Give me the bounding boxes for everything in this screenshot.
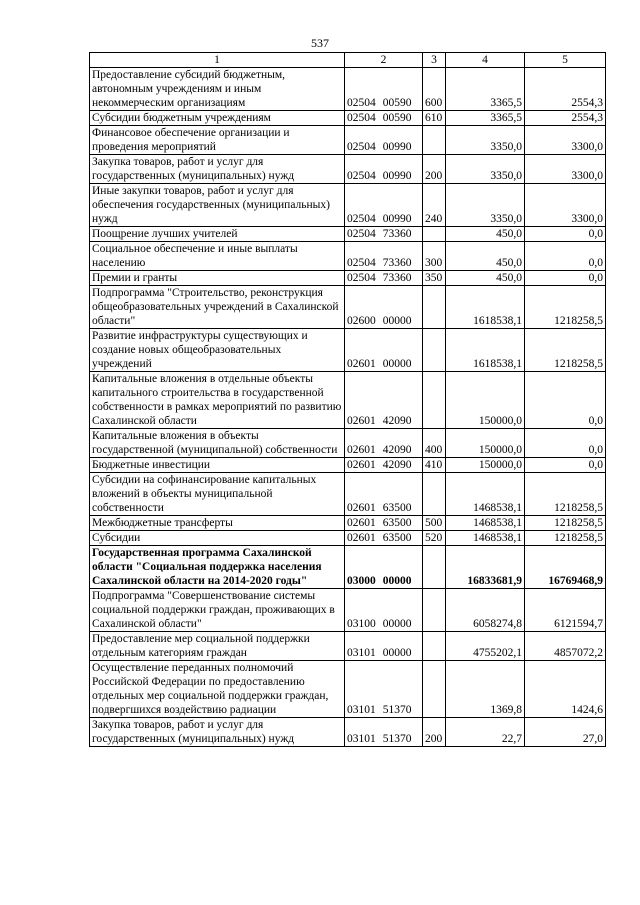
row-value-col4: 3350,0	[446, 184, 525, 227]
table-row	[90, 473, 606, 516]
row-code	[345, 473, 423, 516]
row-name: Субсидии	[90, 531, 345, 546]
row-code-program: 02601	[347, 532, 376, 544]
table-row	[90, 718, 606, 747]
header-col-5: 5	[525, 53, 606, 68]
row-name: Осуществление переданных полномочий Российской Федерации по предоставлению отдельных мер социальной поддержки граждан, подвергшихся воздействию радиации	[90, 661, 345, 718]
row-code-direction: 00590	[382, 112, 412, 124]
row-value-col4: 1468538,1	[446, 531, 525, 546]
table-row	[90, 589, 606, 632]
row-code-direction: 51370	[382, 704, 412, 716]
row-code-direction: 42090	[382, 415, 412, 427]
row-value-col4: 3365,5	[446, 111, 525, 126]
row-value-col5: 3300,0	[525, 184, 606, 227]
row-value-col4: 3350,0	[446, 155, 525, 184]
row-name: Подпрограмма "Строительство, реконструкция общеобразовательных учреждений в Сахалинской области"	[90, 286, 345, 329]
row-expense-type	[423, 286, 446, 329]
row-code-direction: 00000	[382, 358, 412, 370]
row-expense-type: 600	[423, 68, 446, 111]
row-code	[345, 718, 423, 747]
row-code	[345, 242, 423, 271]
page-number: 537	[311, 36, 329, 50]
row-code	[345, 184, 423, 227]
row-code	[345, 126, 423, 155]
row-value-col4: 3365,5	[446, 68, 525, 111]
row-code-direction: 63500	[382, 532, 412, 544]
row-expense-type	[423, 632, 446, 661]
row-value-col5: 27,0	[525, 718, 606, 747]
row-value-col5: 0,0	[525, 458, 606, 473]
row-code-program: 02504	[347, 228, 376, 240]
row-value-col4: 150000,0	[446, 372, 525, 429]
row-value-col5: 0,0	[525, 227, 606, 242]
header-col-1: 1	[90, 53, 345, 68]
row-value-col5: 3300,0	[525, 155, 606, 184]
row-code-direction: 42090	[382, 444, 412, 456]
row-value-col5: 1218258,5	[525, 516, 606, 531]
row-code-direction: 00590	[382, 97, 412, 109]
row-code-program: 02504	[347, 213, 376, 225]
row-name: Поощрение лучших учителей	[90, 227, 345, 242]
row-code	[345, 372, 423, 429]
table-row	[90, 516, 606, 531]
row-value-col5: 2554,3	[525, 111, 606, 126]
row-name: Финансовое обеспечение организации и проведения мероприятий	[90, 126, 345, 155]
row-value-col4: 4755202,1	[446, 632, 525, 661]
table-row	[90, 68, 606, 111]
table-row	[90, 329, 606, 372]
row-name: Премии и гранты	[90, 271, 345, 286]
row-code-program: 02601	[347, 358, 376, 370]
row-name: Бюджетные инвестиции	[90, 458, 345, 473]
row-code-program: 02601	[347, 502, 376, 514]
table-row	[90, 155, 606, 184]
row-value-col4: 450,0	[446, 227, 525, 242]
row-name: Субсидии бюджетным учреждениям	[90, 111, 345, 126]
row-code	[345, 589, 423, 632]
row-value-col5: 1218258,5	[525, 473, 606, 516]
row-expense-type	[423, 589, 446, 632]
row-code	[345, 661, 423, 718]
budget-table	[89, 52, 606, 747]
row-code-direction: 63500	[382, 517, 412, 529]
row-value-col4: 16833681,9	[446, 546, 525, 589]
row-code-program: 02601	[347, 415, 376, 427]
row-code-program: 02504	[347, 272, 376, 284]
row-name: Капитальные вложения в отдельные объекты капитального строительства в государственной собственности в рамках мероприятий по развитию Сахалинской области	[90, 372, 345, 429]
row-value-col5: 0,0	[525, 429, 606, 458]
row-expense-type: 200	[423, 718, 446, 747]
row-code-program: 02504	[347, 170, 376, 182]
row-value-col5: 0,0	[525, 242, 606, 271]
row-code-program: 03101	[347, 704, 376, 716]
row-code-program: 03101	[347, 733, 376, 745]
row-code-program: 03101	[347, 647, 376, 659]
row-code	[345, 286, 423, 329]
header-col-4: 4	[446, 53, 525, 68]
table-row	[90, 429, 606, 458]
table-row	[90, 184, 606, 227]
row-expense-type: 240	[423, 184, 446, 227]
row-code-direction: 51370	[382, 733, 412, 745]
row-code-direction: 73360	[382, 257, 412, 269]
row-value-col5: 2554,3	[525, 68, 606, 111]
row-value-col4: 150000,0	[446, 458, 525, 473]
row-value-col4: 6058274,8	[446, 589, 525, 632]
row-code	[345, 271, 423, 286]
row-expense-type: 610	[423, 111, 446, 126]
row-name: Предоставление субсидий бюджетным, автономным учреждениям и иным некоммерческим организациям	[90, 68, 345, 111]
row-expense-type: 200	[423, 155, 446, 184]
row-expense-type: 410	[423, 458, 446, 473]
row-code-direction: 00000	[382, 618, 412, 630]
row-expense-type: 400	[423, 429, 446, 458]
row-value-col4: 150000,0	[446, 429, 525, 458]
row-value-col4: 450,0	[446, 242, 525, 271]
row-value-col4: 1618538,1	[446, 286, 525, 329]
row-value-col4: 450,0	[446, 271, 525, 286]
row-code-direction: 73360	[382, 228, 412, 240]
table-row	[90, 458, 606, 473]
row-code-direction: 73360	[382, 272, 412, 284]
row-code	[345, 458, 423, 473]
row-code	[345, 531, 423, 546]
row-code	[345, 429, 423, 458]
row-code-direction: 00000	[382, 315, 412, 327]
row-expense-type	[423, 329, 446, 372]
table-row	[90, 661, 606, 718]
row-value-col4: 3350,0	[446, 126, 525, 155]
row-code-direction: 42090	[382, 459, 412, 471]
row-value-col5: 1218258,5	[525, 286, 606, 329]
row-code	[345, 516, 423, 531]
row-value-col4: 1369,8	[446, 661, 525, 718]
row-code-program: 02600	[347, 315, 376, 327]
row-code-program: 02601	[347, 517, 376, 529]
row-expense-type	[423, 372, 446, 429]
row-code-program: 02504	[347, 97, 376, 109]
row-value-col5: 0,0	[525, 372, 606, 429]
row-code-program: 03000	[347, 575, 376, 587]
row-name: Социальное обеспечение и иные выплаты населению	[90, 242, 345, 271]
row-code	[345, 329, 423, 372]
row-code-program: 02504	[347, 257, 376, 269]
table-row	[90, 111, 606, 126]
table-row	[90, 372, 606, 429]
row-code	[345, 155, 423, 184]
row-value-col4: 22,7	[446, 718, 525, 747]
row-name: Капитальные вложения в объекты государственной (муниципальной) собственности	[90, 429, 345, 458]
row-value-col5: 1218258,5	[525, 329, 606, 372]
row-code	[345, 546, 423, 589]
row-value-col5: 3300,0	[525, 126, 606, 155]
row-code-program: 03100	[347, 618, 376, 630]
row-value-col5: 4857072,2	[525, 632, 606, 661]
table-row	[90, 531, 606, 546]
row-code-direction: 00990	[382, 213, 412, 225]
row-name: Предоставление мер социальной поддержки отдельным категориям граждан	[90, 632, 345, 661]
row-code	[345, 111, 423, 126]
row-name: Иные закупки товаров, работ и услуг для обеспечения государственных (муниципальных) нужд	[90, 184, 345, 227]
row-expense-type	[423, 546, 446, 589]
table-row	[90, 227, 606, 242]
row-code-direction: 00000	[382, 575, 412, 587]
row-value-col4: 1468538,1	[446, 516, 525, 531]
row-name: Закупка товаров, работ и услуг для государственных (муниципальных) нужд	[90, 718, 345, 747]
table-row	[90, 546, 606, 589]
table-row	[90, 286, 606, 329]
row-name: Развитие инфраструктуры существующих и создание новых общеобразовательных учреждений	[90, 329, 345, 372]
row-name: Подпрограмма "Совершенствование системы социальной поддержки граждан, проживающих в Сахалинской области"	[90, 589, 345, 632]
row-value-col5: 16769468,9	[525, 546, 606, 589]
row-code-program: 02601	[347, 444, 376, 456]
row-code-program: 02504	[347, 141, 376, 153]
row-expense-type	[423, 473, 446, 516]
row-expense-type: 500	[423, 516, 446, 531]
row-code-program: 02601	[347, 459, 376, 471]
row-code-direction: 00990	[382, 170, 412, 182]
row-code-direction: 00000	[382, 647, 412, 659]
row-name: Государственная программа Сахалинской области "Социальная поддержка населения Сахалинской области на 2014-2020 годы"	[90, 546, 345, 589]
table-row	[90, 271, 606, 286]
row-value-col5: 6121594,7	[525, 589, 606, 632]
row-value-col5: 1218258,5	[525, 531, 606, 546]
row-name: Закупка товаров, работ и услуг для государственных (муниципальных) нужд	[90, 155, 345, 184]
row-expense-type: 350	[423, 271, 446, 286]
header-col-3: 3	[423, 53, 446, 68]
row-expense-type	[423, 227, 446, 242]
table-row	[90, 126, 606, 155]
row-value-col4: 1618538,1	[446, 329, 525, 372]
row-expense-type	[423, 126, 446, 155]
row-code-direction: 63500	[382, 502, 412, 514]
row-name: Межбюджетные трансферты	[90, 516, 345, 531]
table-header-row	[90, 53, 606, 68]
row-value-col5: 1424,6	[525, 661, 606, 718]
row-expense-type	[423, 661, 446, 718]
table-row	[90, 242, 606, 271]
table-row	[90, 632, 606, 661]
row-name: Субсидии на софинансирование капитальных вложений в объекты муниципальной собственности	[90, 473, 345, 516]
row-value-col4: 1468538,1	[446, 473, 525, 516]
row-code	[345, 227, 423, 242]
row-code	[345, 632, 423, 661]
header-col-2: 2	[345, 53, 423, 68]
row-code	[345, 68, 423, 111]
row-value-col5: 0,0	[525, 271, 606, 286]
row-code-program: 02504	[347, 112, 376, 124]
row-expense-type: 300	[423, 242, 446, 271]
row-code-direction: 00990	[382, 141, 412, 153]
row-expense-type: 520	[423, 531, 446, 546]
